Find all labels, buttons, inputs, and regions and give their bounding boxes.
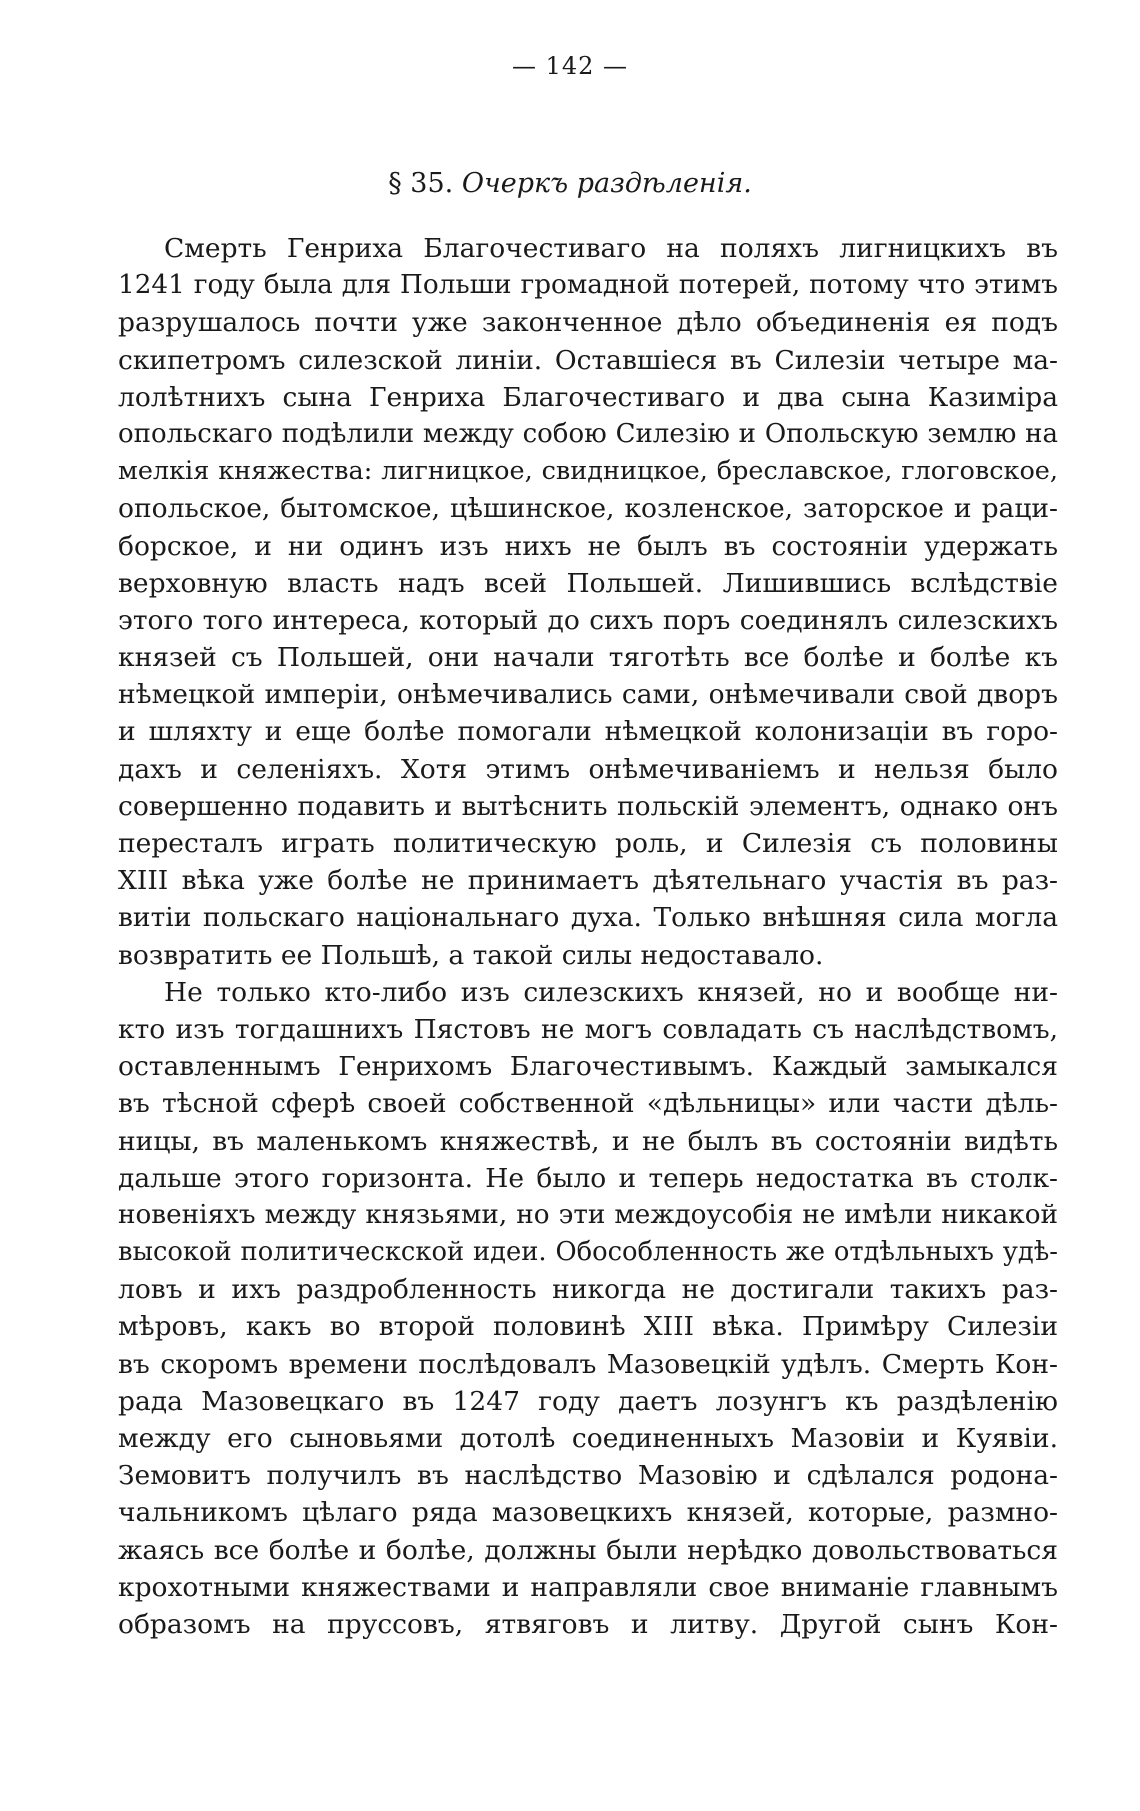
- text-line: совершенно подавить и вытѣснить польскій элементъ, однако онъ: [118, 790, 1058, 822]
- text-line: нѣмецкой имперіи, онѣмечивались сами, онѣмечивали свой дворъ: [118, 679, 1058, 711]
- section-title: Очеркъ раздѣленія.: [461, 168, 752, 199]
- text-line: этого того интереса, который до сихъ поръ соединялъ силезскихъ: [118, 604, 1058, 636]
- body-text: [118, 230, 1058, 1643]
- text-line: чальникомъ цѣлаго ряда мазовецкихъ князей, которые, размно-: [118, 1497, 1058, 1529]
- text-line: скипетромъ силезской линіи. Оставшіеся въ Силезіи четыре ма-: [118, 344, 1058, 376]
- section-number: § 35.: [388, 168, 454, 199]
- text-line: 1241 году была для Польши громадной потерей, потому что этимъ: [118, 270, 1058, 301]
- text-line: жаясь все болѣе и болѣе, должны были нерѣдко довольствоваться: [118, 1534, 1058, 1566]
- text-line: высокой политическской идеи. Обособленность же отдѣльныхъ удѣ-: [118, 1237, 1058, 1268]
- section-heading: [0, 168, 1140, 199]
- text-line: рада Мазовецкаго въ 1247 году даетъ лозунгъ къ раздѣленію: [118, 1385, 1058, 1417]
- text-line: новеніяхъ между князьями, но эти междоусобія не имѣли никакой: [118, 1199, 1058, 1230]
- text-line: мелкія княжества: лигницкое, свидницкое, бреславское, глоговское,: [118, 456, 1058, 487]
- text-line: между его сыновьями дотолѣ соединенныхъ Мазовіи и Куявіи.: [118, 1423, 1058, 1454]
- text-line: борское, и ни одинъ изъ нихъ не былъ въ состояніи удержать: [118, 530, 1058, 562]
- text-line: князей съ Польшей, они начали тяготѣть все болѣе и болѣе къ: [118, 642, 1058, 674]
- text-line: дахъ и селеніяхъ. Хотя этимъ онѣмечиваніемъ и нельзя было: [118, 753, 1058, 785]
- text-line: Земовитъ получилъ въ наслѣдство Мазовію и сдѣлался родона-: [118, 1460, 1058, 1492]
- text-line: ницы, въ маленькомъ княжествѣ, и не былъ въ состояніи видѣть: [118, 1125, 1058, 1157]
- text-line: опольскаго подѣлили между собою Силезію и Опольскую землю на: [118, 418, 1058, 449]
- text-line: ловъ и ихъ раздробленность никогда не достигали такихъ раз-: [118, 1274, 1058, 1306]
- text-line: оставленнымъ Генрихомъ Благочестивымъ. Каждый замыкался: [118, 1051, 1058, 1083]
- text-line: XIII вѣка уже болѣе не принимаетъ дѣятельнаго участія въ раз-: [118, 865, 1058, 897]
- text-line: образомъ на пруссовъ, ятвяговъ и литву. Другой сынъ Кон-: [118, 1608, 1058, 1640]
- text-line: мѣровъ, какъ во второй половинѣ XIII вѣка. Примѣру Силезіи: [118, 1311, 1058, 1343]
- text-line: въ тѣсной сферѣ своей собственной «дѣльницы» или части дѣль-: [118, 1088, 1058, 1120]
- text-line: Не только кто-либо изъ силезскихъ князей, но и вообще ни-: [164, 976, 1058, 1008]
- text-line: пересталъ играть политическую роль, и Силезія съ половины: [118, 828, 1058, 859]
- text-line: дальше этого горизонта. Не было и теперь недостатка въ столк-: [118, 1162, 1058, 1194]
- text-line: въ скоромъ времени послѣдовалъ Мазовецкій удѣлъ. Смерть Кон-: [118, 1348, 1058, 1380]
- text-line: опольское, бытомское, цѣшинское, козленское, заторское и раци-: [118, 493, 1058, 525]
- text-line: кто изъ тогдашнихъ Пястовъ не могъ совладать съ наслѣдствомъ,: [118, 1013, 1058, 1045]
- text-line: крохотными княжествами и направляли свое вниманіе главнымъ: [118, 1571, 1058, 1603]
- text-line: Смерть Генриха Благочестиваго на поляхъ лигницкихъ въ: [164, 233, 1058, 264]
- text-line: и шляхту и еще болѣе помогали нѣмецкой колонизаціи въ горо-: [118, 716, 1058, 748]
- text-line: лолѣтнихъ сына Генриха Благочестиваго и два сына Казиміра: [118, 381, 1058, 413]
- page-number: — 142 —: [511, 52, 629, 80]
- text-line: разрушалось почти уже законченное дѣло объединенія ея подъ: [118, 307, 1058, 339]
- text-line: возвратить ее Польшѣ, а такой силы недоставало.: [118, 939, 824, 971]
- text-line: верховную власть надъ всей Польшей. Лишившись вслѣдствіе: [118, 567, 1058, 599]
- text-line: витіи польскаго національнаго духа. Только внѣшняя сила могла: [118, 902, 1058, 934]
